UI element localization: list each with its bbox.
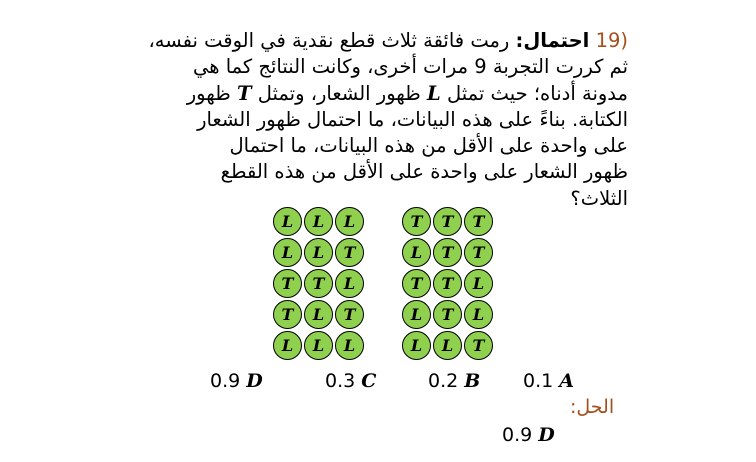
choice-b[interactable] — [428, 370, 480, 392]
question-first-line — [120, 28, 628, 54]
choice-d-letter: D — [246, 370, 263, 392]
coin-left-2-2: L — [335, 269, 364, 298]
solution-label: الحل: — [570, 396, 615, 418]
coin-left-3-1: L — [304, 300, 333, 329]
choice-d-value: 0.9 — [210, 370, 241, 392]
choice-a-letter: A — [559, 370, 574, 392]
coin-right-1-0: L — [402, 238, 431, 267]
question-line-3: مدونة أدناه؛ حيث تمثل L ظهور الشعار، وتمثل T ظهور — [186, 81, 628, 105]
coin-right-3-0: L — [402, 300, 431, 329]
question-text — [120, 28, 628, 212]
variable-t: T — [236, 81, 252, 105]
coin-left-4-0: L — [273, 331, 302, 360]
question-line-1: رمت فائقة ثلاث قطع نقدية في الوقت نفسه، — [148, 29, 510, 52]
coin-left-1-0: L — [273, 238, 302, 267]
solution-answer — [502, 424, 555, 446]
coin-left-2-1: T — [304, 269, 333, 298]
coin-right-4-0: L — [402, 331, 431, 360]
coin-right-4-1: L — [433, 331, 462, 360]
variable-l: L — [427, 81, 441, 105]
coin-grid-left — [272, 206, 365, 361]
coin-left-1-2: T — [335, 238, 364, 267]
question-line-5: على واحدة على الأقل من هذه البيانات، ما احتمال — [229, 134, 628, 158]
coin-right-2-1: T — [433, 269, 462, 298]
question-label: احتمال: — [515, 29, 590, 52]
choice-b-value: 0.2 — [428, 370, 459, 392]
coin-left-4-1: L — [304, 331, 333, 360]
coin-right-3-2: L — [464, 300, 493, 329]
coin-left-0-1: L — [304, 207, 333, 236]
coin-right-2-2: L — [464, 269, 493, 298]
solution-value: 0.9 — [502, 424, 533, 446]
choice-a-value: 0.1 — [523, 370, 554, 392]
question-line-6: ظهور الشعار على واحدة على الأقل من هذه القطع — [220, 160, 628, 184]
question-number: (19 — [595, 29, 628, 52]
coin-grid-right — [401, 206, 494, 361]
coin-left-4-2: L — [335, 331, 364, 360]
question-line-4: الكتابة. بناءً على هذه البيانات، ما احتمال ظهور الشعار — [197, 107, 628, 131]
coin-left-3-0: T — [273, 300, 302, 329]
coin-right-0-0: T — [402, 207, 431, 236]
coin-left-0-0: L — [273, 207, 302, 236]
solution-letter: D — [538, 424, 555, 446]
coin-left-0-2: L — [335, 207, 364, 236]
choice-c[interactable] — [325, 370, 376, 392]
coin-right-0-1: T — [433, 207, 462, 236]
coin-right-1-1: T — [433, 238, 462, 267]
choice-c-letter: C — [361, 370, 377, 392]
coin-left-2-0: T — [273, 269, 302, 298]
choice-c-value: 0.3 — [325, 370, 356, 392]
coin-left-1-1: L — [304, 238, 333, 267]
coin-right-1-2: T — [464, 238, 493, 267]
coin-right-3-1: T — [433, 300, 462, 329]
coin-right-2-0: T — [402, 269, 431, 298]
coin-right-4-2: T — [464, 331, 493, 360]
question-line-7: الثلاث؟ — [570, 186, 628, 210]
choice-b-letter: B — [464, 370, 481, 392]
choice-d[interactable] — [210, 370, 263, 392]
coin-right-0-2: T — [464, 207, 493, 236]
choice-a[interactable] — [523, 370, 574, 392]
coin-left-3-2: T — [335, 300, 364, 329]
question-line-2: ثم كررت التجربة 9 مرات أخرى، وكانت النتائج كما هي — [192, 55, 628, 79]
